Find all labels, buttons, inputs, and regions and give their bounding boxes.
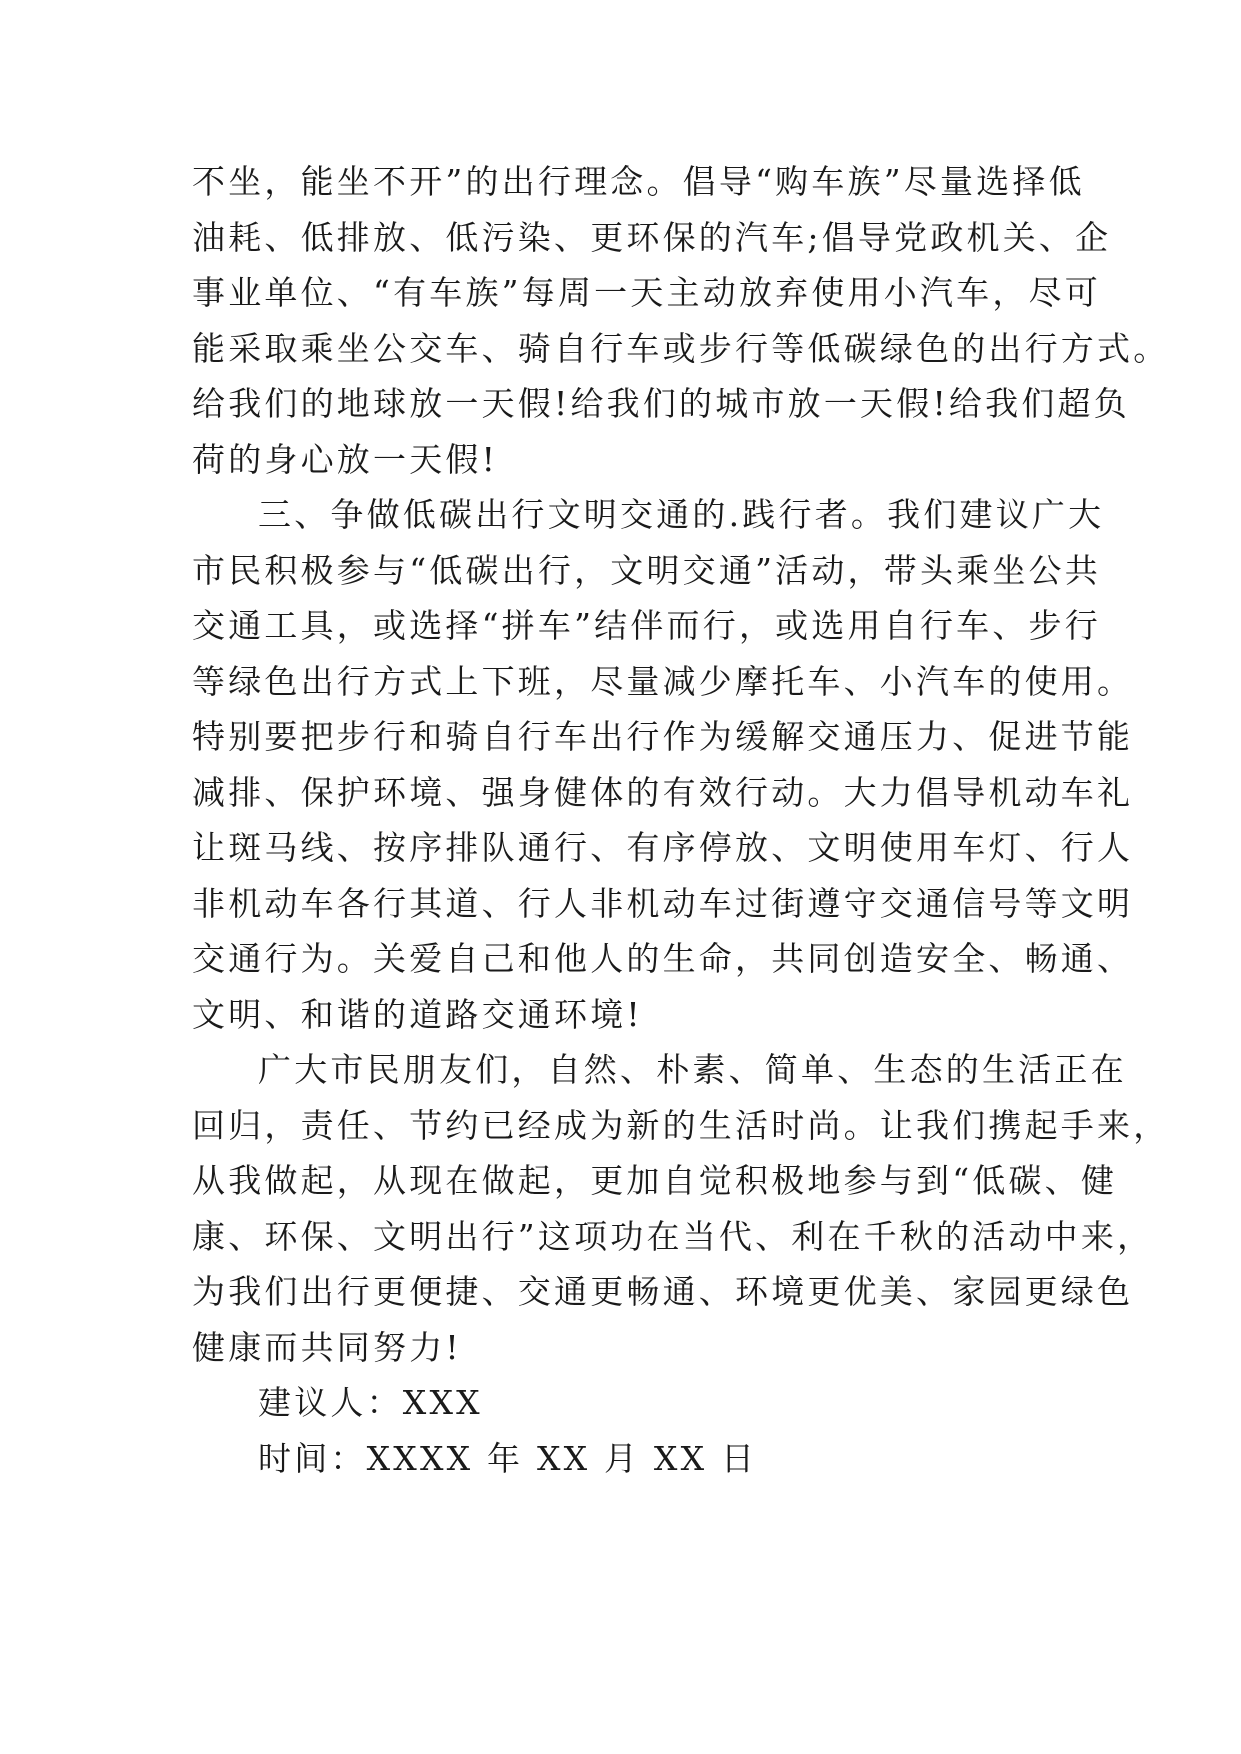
text-line: 等绿色出行方式上下班，尽量减少摩托车、小汽车的使用。	[192, 661, 1134, 701]
text-line: 特别要把步行和骑自行车出行作为缓解交通压力、促进节能	[192, 717, 1134, 756]
paragraph-2	[192, 487, 1134, 1042]
text-line: 市民积极参与“低碳出行，文明交通”活动，带头乘坐公共	[192, 550, 1101, 590]
text-line: 三、争做低碳出行文明交通的.践行者。我们建议广大	[258, 495, 1105, 534]
text-line: 给我们的地球放一天假!给我们的城市放一天假!给我们超负	[192, 384, 1130, 423]
paragraph-1	[192, 154, 1170, 487]
text-line: 从我做起，从现在做起，更加自觉积极地参与到“低碳、健	[192, 1161, 1118, 1200]
text-line: 油耗、低排放、低污染、更环保的汽车;倡导党政机关、企	[192, 217, 1112, 257]
text-line: 减排、保护环境、强身健体的有效行动。大力倡导机动车礼	[192, 772, 1134, 812]
signature-line: 建议人：XXX	[258, 1383, 483, 1422]
date-line: 时间：XXXX 年 XX 月 XX 日	[258, 1438, 758, 1478]
text-line: 事业单位、“有车族”每周一天主动放弃使用小汽车，尽可	[192, 273, 1101, 312]
text-line: 为我们出行更便捷、交通更畅通、环境更优美、家园更绿色	[192, 1272, 1134, 1311]
text-line: 荷的身心放一天假!	[192, 439, 499, 479]
text-line: 健康而共同努力!	[192, 1327, 462, 1367]
text-line: 交通行为。关爱自己和他人的生命，共同创造安全、畅通、	[192, 939, 1134, 978]
document-body	[192, 154, 1170, 1486]
text-line: 能采取乘坐公交车、骑自行车或步行等低碳绿色的出行方式。	[192, 328, 1170, 368]
text-line: 文明、和谐的道路交通环境!	[192, 994, 643, 1034]
text-line: 广大市民朋友们，自然、朴素、简单、生态的生活正在	[258, 1050, 1127, 1089]
text-line: 非机动车各行其道、行人非机动车过街遵守交通信号等文明	[192, 883, 1134, 923]
paragraph-3	[192, 1042, 1170, 1375]
text-line: 让斑马线、按序排队通行、有序停放、文明使用车灯、行人	[192, 828, 1134, 867]
text-line: 交通工具，或选择“拼车”结伴而行，或选用自行车、步行	[192, 606, 1101, 645]
text-line: 康、环保、文明出行”这项功在当代、利在千秋的活动中来，	[192, 1216, 1154, 1256]
text-line: 回归，责任、节约已经成为新的生活时尚。让我们携起手来，	[192, 1105, 1170, 1145]
text-line: 不坐，能坐不开”的出行理念。倡导“购车族”尽量选择低	[192, 162, 1085, 201]
